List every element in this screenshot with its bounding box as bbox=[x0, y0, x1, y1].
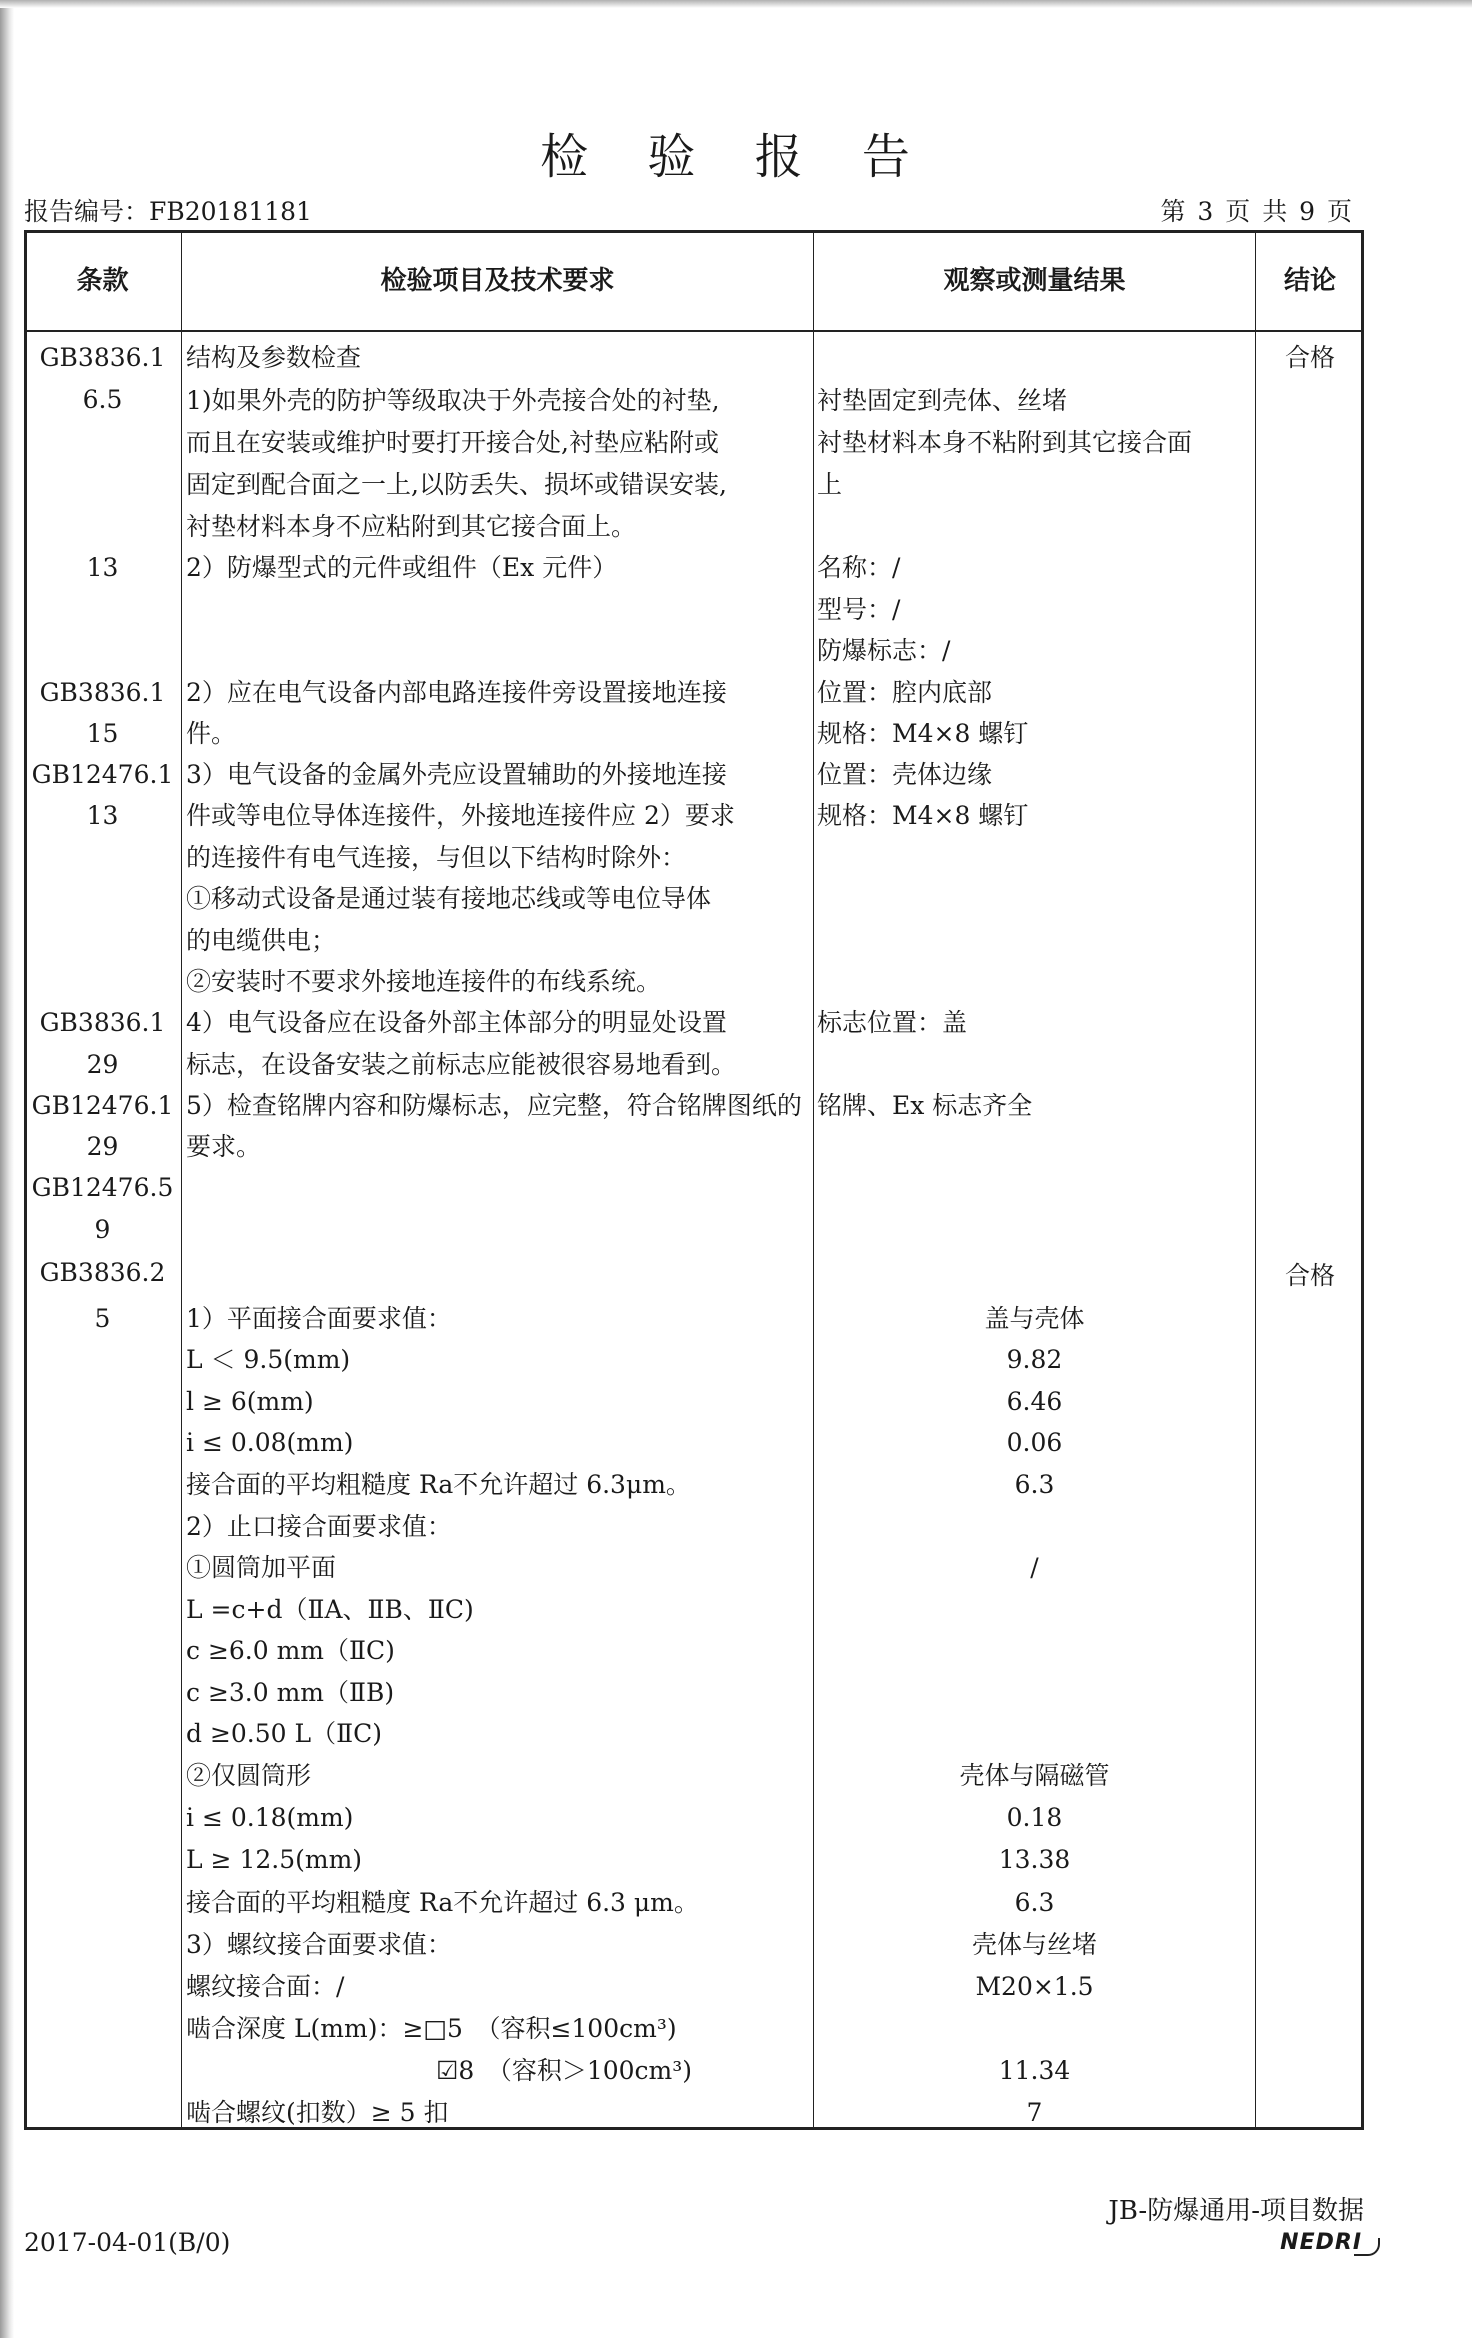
page-number: 第 3 页 共 9 页 bbox=[1160, 197, 1354, 226]
item-line: 啮合深度 L(mm)：≥□5 （容积≤100cm³) bbox=[186, 2014, 677, 2043]
column-divider bbox=[813, 230, 814, 2130]
result-value: 壳体与丝堵 bbox=[971, 1930, 1097, 1959]
clause-cell: GB3836.1 bbox=[39, 343, 166, 372]
item-line: ①移动式设备是通过装有接地芯线或等电位导体 bbox=[186, 884, 712, 913]
clause-cell: 13 bbox=[86, 553, 119, 582]
header-item: 检验项目及技术要求 bbox=[380, 266, 615, 296]
clause-cell: GB12476.1 bbox=[31, 1091, 174, 1120]
result-value: 13.38 bbox=[998, 1845, 1071, 1874]
item-line: ②安装时不要求外接地连接件的布线系统。 bbox=[186, 967, 662, 996]
item-line: 标志，在设备安装之前标志应能被很容易地看到。 bbox=[186, 1050, 737, 1079]
item-line: 2）应在电气设备内部电路连接件旁设置接地连接 bbox=[186, 678, 727, 707]
header-clause: 条款 bbox=[76, 266, 129, 296]
header-result: 观察或测量结果 bbox=[943, 266, 1126, 296]
result-line: 上 bbox=[817, 470, 843, 499]
item-line: 3）螺纹接合面要求值： bbox=[186, 1930, 452, 1959]
item-line: 1)如果外壳的防护等级取决于外壳接合处的衬垫, bbox=[186, 386, 720, 415]
result-line: 位置：腔内底部 bbox=[817, 678, 993, 707]
item-line: d ≥0.50 L（ⅡC) bbox=[186, 1719, 382, 1748]
item-line: L ＜ 9.5(mm) bbox=[186, 1345, 351, 1374]
item-line: ②仅圆筒形 bbox=[186, 1761, 312, 1790]
item-line: 衬垫材料本身不应粘附到其它接合面上。 bbox=[186, 512, 637, 541]
item-line: 件。 bbox=[186, 719, 237, 748]
item-line: 而且在安装或维护时要打开接合处,衬垫应粘附或 bbox=[186, 428, 719, 457]
result-line: 规格：M4×8 螺钉 bbox=[817, 719, 1029, 748]
result-value: 0.06 bbox=[1006, 1428, 1063, 1457]
header-conclusion: 结论 bbox=[1283, 266, 1336, 296]
clause-cell: GB3836.2 bbox=[39, 1258, 166, 1287]
clause-cell: GB3836.1 bbox=[39, 1008, 166, 1037]
result-value: 7 bbox=[1026, 2098, 1043, 2127]
item-line: 要求。 bbox=[186, 1132, 262, 1161]
result-value: 9.82 bbox=[1006, 1345, 1063, 1374]
result-line: 标志位置：盖 bbox=[817, 1008, 968, 1037]
result-value: 6.46 bbox=[1006, 1387, 1063, 1416]
conclusion-cell: 合格 bbox=[1284, 1261, 1335, 1290]
result-value: 6.3 bbox=[1014, 1470, 1055, 1499]
result-value: 11.34 bbox=[998, 2056, 1071, 2085]
item-line: 件或等电位导体连接件，外接地连接件应 2）要求 bbox=[186, 801, 735, 830]
scan-edge-top bbox=[0, 0, 1472, 8]
header-divider bbox=[24, 330, 1364, 332]
result-line: 防爆标志：/ bbox=[817, 636, 951, 665]
result-value: 壳体与隔磁管 bbox=[959, 1761, 1110, 1790]
result-value: / bbox=[1030, 1553, 1039, 1582]
report-number: 报告编号：FB20181181 bbox=[24, 197, 312, 226]
result-line: 铭牌、Ex 标志齐全 bbox=[817, 1091, 1033, 1120]
item-line: c ≥3.0 mm（ⅡB) bbox=[186, 1678, 395, 1707]
conclusion-cell: 合格 bbox=[1284, 343, 1335, 372]
item-line: 接合面的平均粗糙度 Ra不允许超过 6.3 μm。 bbox=[186, 1888, 699, 1917]
item-line: i ≤ 0.08(mm) bbox=[186, 1428, 354, 1457]
column-divider bbox=[1255, 230, 1256, 2130]
item-line: 3）电气设备的金属外壳应设置辅助的外接地连接 bbox=[186, 760, 727, 789]
result-value: M20×1.5 bbox=[975, 1972, 1094, 2001]
item-line: 4）电气设备应在设备外部主体部分的明显处设置 bbox=[186, 1008, 727, 1037]
item-line: 啮合螺纹(扣数）≥ 5 扣 bbox=[186, 2098, 449, 2127]
result-line: 规格：M4×8 螺钉 bbox=[817, 801, 1029, 830]
clause-cell: 15 bbox=[86, 719, 119, 748]
scan-edge bbox=[0, 0, 14, 2338]
item-line: 接合面的平均粗糙度 Ra不允许超过 6.3μm。 bbox=[186, 1470, 691, 1499]
clause-cell: 29 bbox=[86, 1132, 119, 1161]
clause-cell: 6.5 bbox=[82, 385, 123, 414]
item-line: 1）平面接合面要求值： bbox=[186, 1304, 452, 1333]
item-line: ①圆筒加平面 bbox=[186, 1553, 337, 1582]
item-line: L ≥ 12.5(mm) bbox=[186, 1845, 363, 1874]
result-line: 衬垫固定到壳体、丝堵 bbox=[817, 386, 1068, 415]
item-line: 结构及参数检查 bbox=[186, 343, 362, 372]
item-line: ☑8 （容积＞100cm³) bbox=[436, 2056, 693, 2085]
clause-cell: 9 bbox=[94, 1215, 111, 1244]
clause-cell: 13 bbox=[86, 801, 119, 830]
item-line: l ≥ 6(mm) bbox=[186, 1387, 314, 1416]
clause-cell: 5 bbox=[94, 1304, 111, 1333]
item-line: 的电缆供电； bbox=[186, 926, 337, 955]
nedri-logo: NEDRI bbox=[1280, 2230, 1362, 2255]
item-line: 螺纹接合面：/ bbox=[186, 1972, 345, 2001]
clause-cell: GB3836.1 bbox=[39, 678, 166, 707]
clause-cell: GB12476.1 bbox=[31, 760, 174, 789]
result-value: 6.3 bbox=[1014, 1888, 1055, 1917]
item-line: 2）止口接合面要求值： bbox=[186, 1512, 452, 1541]
item-line: 固定到配合面之一上,以防丢失、损坏或错误安装, bbox=[186, 470, 727, 499]
item-line: 5）检查铭牌内容和防爆标志，应完整，符合铭牌图纸的 bbox=[186, 1091, 802, 1120]
result-line: 衬垫材料本身不粘附到其它接合面 bbox=[817, 428, 1193, 457]
item-line: i ≤ 0.18(mm) bbox=[186, 1803, 354, 1832]
item-line: c ≥6.0 mm（ⅡC) bbox=[186, 1636, 395, 1665]
item-line: 的连接件有电气连接，与但以下结构时除外： bbox=[186, 843, 687, 872]
logo-swoosh-icon bbox=[1354, 2238, 1380, 2256]
column-divider bbox=[181, 230, 182, 2130]
footer-doc-type: JB-防爆通用-项目数据 bbox=[1108, 2196, 1364, 2226]
clause-cell: 29 bbox=[86, 1050, 119, 1079]
result-line: 名称：/ bbox=[817, 553, 901, 582]
footer-date: 2017-04-01(B/0) bbox=[24, 2228, 231, 2257]
result-line: 位置：壳体边缘 bbox=[817, 760, 993, 789]
page-title: 检 验 报 告 bbox=[540, 129, 932, 185]
item-line: 2）防爆型式的元件或组件（Ex 元件） bbox=[186, 553, 618, 582]
clause-cell: GB12476.5 bbox=[31, 1173, 174, 1202]
result-value: 0.18 bbox=[1006, 1803, 1063, 1832]
item-line: L =c+d（ⅡA、ⅡB、ⅡC) bbox=[186, 1595, 474, 1624]
result-line: 型号：/ bbox=[817, 595, 901, 624]
result-value: 盖与壳体 bbox=[984, 1304, 1085, 1333]
